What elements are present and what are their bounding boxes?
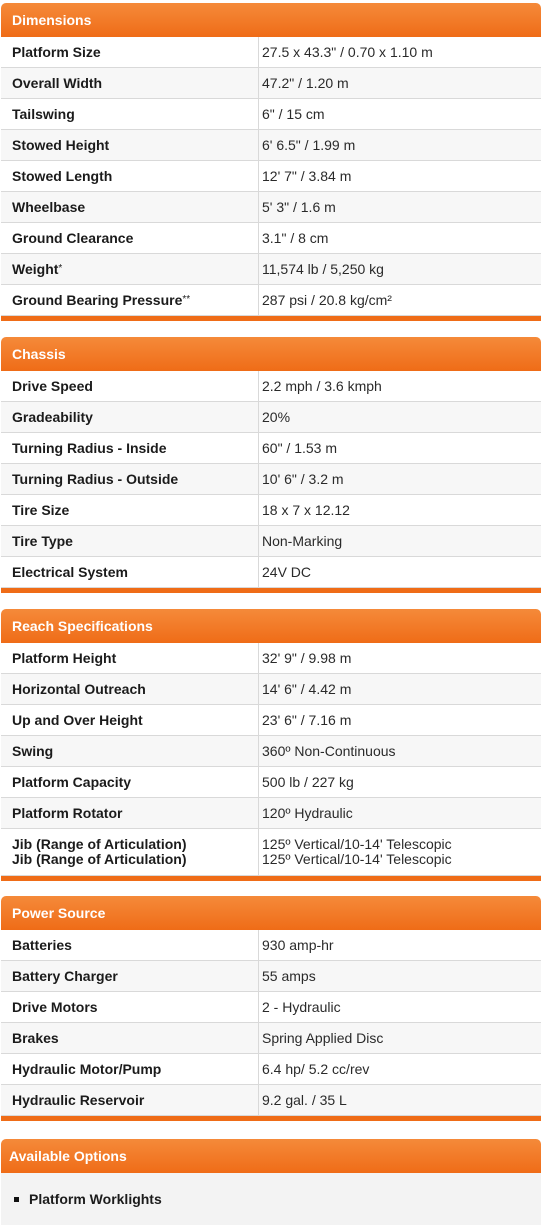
spec-row xyxy=(1,192,541,223)
spec-value: 2 - Hydraulic xyxy=(262,998,341,1015)
spec-label: Brakes xyxy=(1,1023,259,1053)
section-title: Chassis xyxy=(1,337,541,371)
spec-label: Drive Speed xyxy=(1,371,259,401)
spec-label: Tire Type xyxy=(1,526,259,556)
section-footer-bar xyxy=(1,876,541,881)
spec-label: Platform Height xyxy=(1,643,259,673)
spec-value: 360º Non-Continuous xyxy=(262,742,396,759)
spec-value: 9.2 gal. / 35 L xyxy=(262,1091,347,1108)
spec-label: Hydraulic Motor/Pump xyxy=(1,1054,259,1084)
spec-label: Swing xyxy=(1,736,259,766)
bullet-icon xyxy=(14,1197,19,1202)
spec-label xyxy=(1,829,259,875)
section-title: Available Options xyxy=(1,1139,541,1173)
spec-value: 6' 6.5" / 1.99 m xyxy=(262,136,356,153)
spec-value-line: 125º Vertical/10-14' Telescopic xyxy=(262,851,452,867)
spec-label: Drive Motors xyxy=(1,992,259,1022)
spec-label: Gradeability xyxy=(1,402,259,432)
option-item: Platform Worklights xyxy=(29,1191,162,1207)
spec-row xyxy=(1,37,541,68)
section-available-options xyxy=(1,1139,541,1225)
spec-value: 12' 7" / 3.84 m xyxy=(262,167,352,184)
section-title: Dimensions xyxy=(1,3,541,37)
spec-value: 47.2" / 1.20 m xyxy=(262,74,349,91)
spec-row xyxy=(1,68,541,99)
spec-value: 930 amp-hr xyxy=(262,936,334,953)
spec-label: Tire Size xyxy=(1,495,259,525)
spec-value: 32' 9" / 9.98 m xyxy=(262,649,352,666)
spec-label: Horizontal Outreach xyxy=(1,674,259,704)
spec-label: Turning Radius - Inside xyxy=(1,433,259,463)
spec-label-line: Jib (Range of Articulation) xyxy=(12,836,187,852)
spec-value: 55 amps xyxy=(262,967,316,984)
spec-row xyxy=(1,767,541,798)
spec-label-text: Weight xyxy=(12,260,59,277)
spec-row xyxy=(1,557,541,588)
spec-value: 3.1" / 8 cm xyxy=(262,229,329,246)
spec-label xyxy=(1,285,259,315)
spec-row xyxy=(1,433,541,464)
spec-row xyxy=(1,829,541,876)
section-dimensions xyxy=(1,3,541,321)
spec-row xyxy=(1,130,541,161)
spec-value: 20% xyxy=(262,408,291,425)
spec-label: Stowed Length xyxy=(1,161,259,191)
section-footer-bar xyxy=(1,316,541,321)
spec-label: Platform Size xyxy=(1,37,259,67)
spec-row xyxy=(1,526,541,557)
footnote-marker: ** xyxy=(182,293,191,305)
spec-label: Ground Clearance xyxy=(1,223,259,253)
spec-value: 14' 6" / 4.42 m xyxy=(262,680,352,697)
spec-row xyxy=(1,1054,541,1085)
section-chassis xyxy=(1,337,541,593)
spec-value: 500 lb / 227 kg xyxy=(262,773,354,790)
spec-row xyxy=(1,99,541,130)
spec-value: 287 psi / 20.8 kg/cm² xyxy=(262,291,392,308)
spec-label: Stowed Height xyxy=(1,130,259,160)
spec-label: Battery Charger xyxy=(1,961,259,991)
spec-value: 11,574 lb / 5,250 kg xyxy=(262,260,384,277)
spec-value: 24V DC xyxy=(262,563,312,580)
spec-label: Hydraulic Reservoir xyxy=(1,1085,259,1115)
footnote-marker: * xyxy=(58,262,63,274)
spec-row xyxy=(1,161,541,192)
section-title: Reach Specifications xyxy=(1,609,541,643)
spec-value: 120º Hydraulic xyxy=(262,804,353,821)
spec-row xyxy=(1,643,541,674)
spec-label: Platform Rotator xyxy=(1,798,259,828)
spec-label: Overall Width xyxy=(1,68,259,98)
spec-label: Tailswing xyxy=(1,99,259,129)
spec-label-line: Jib (Range of Articulation) xyxy=(12,851,187,867)
section-power-source xyxy=(1,896,541,1121)
spec-row xyxy=(1,285,541,316)
spec-value: 5' 3" / 1.6 m xyxy=(262,198,336,215)
section-reach-specifications xyxy=(1,609,541,881)
spec-value xyxy=(259,829,541,875)
spec-row xyxy=(1,223,541,254)
spec-row xyxy=(1,495,541,526)
section-footer-bar xyxy=(1,1116,541,1121)
spec-value: 60" / 1.53 m xyxy=(262,439,338,456)
spec-row xyxy=(1,464,541,495)
spec-row xyxy=(1,961,541,992)
spec-label xyxy=(1,254,259,284)
section-footer-bar xyxy=(1,588,541,593)
spec-value: Spring Applied Disc xyxy=(262,1029,384,1046)
spec-label: Batteries xyxy=(1,930,259,960)
spec-row xyxy=(1,371,541,402)
spec-value: 23' 6" / 7.16 m xyxy=(262,711,352,728)
spec-value: 2.2 mph / 3.6 kmph xyxy=(262,377,382,394)
spec-label: Turning Radius - Outside xyxy=(1,464,259,494)
spec-value: 27.5 x 43.3" / 0.70 x 1.10 m xyxy=(262,43,433,60)
options-list xyxy=(1,1173,541,1225)
spec-row xyxy=(1,254,541,285)
spec-row xyxy=(1,705,541,736)
spec-label: Electrical System xyxy=(1,557,259,587)
spec-row xyxy=(1,798,541,829)
spec-row xyxy=(1,930,541,961)
spec-value-line: 125º Vertical/10-14' Telescopic xyxy=(262,836,452,852)
spec-value: 6.4 hp/ 5.2 cc/rev xyxy=(262,1060,370,1077)
spec-label-text: Ground Bearing Pressure xyxy=(12,291,183,308)
spec-value: 6" / 15 cm xyxy=(262,105,325,122)
spec-row xyxy=(1,1023,541,1054)
spec-label: Platform Capacity xyxy=(1,767,259,797)
spec-value: 18 x 7 x 12.12 xyxy=(262,501,350,518)
spec-row xyxy=(1,1085,541,1116)
section-title: Power Source xyxy=(1,896,541,930)
spec-value: 10' 6" / 3.2 m xyxy=(262,470,344,487)
spec-row xyxy=(1,674,541,705)
spec-label: Up and Over Height xyxy=(1,705,259,735)
spec-row xyxy=(1,992,541,1023)
spec-row xyxy=(1,736,541,767)
spec-row xyxy=(1,402,541,433)
spec-value: Non-Marking xyxy=(262,532,343,549)
spec-label: Wheelbase xyxy=(1,192,259,222)
